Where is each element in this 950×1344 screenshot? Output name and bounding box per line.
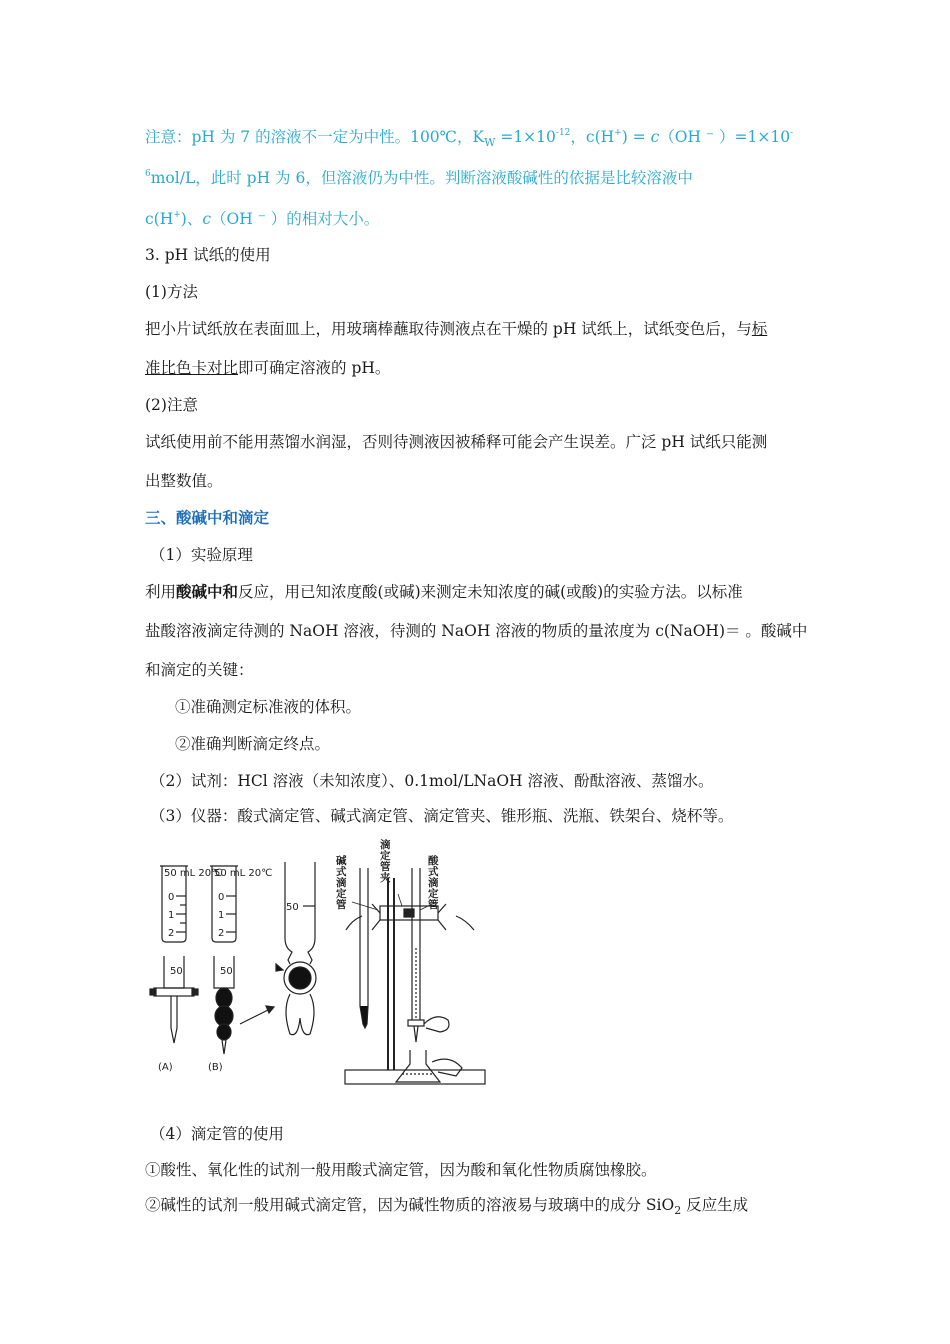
figure-label-a: (A) — [158, 1062, 173, 1073]
enlarged-tip — [276, 862, 316, 1035]
principle-line-2: 盐酸溶液滴定待测的 NaOH 溶液，待测的 NaOH 溶液的物质的量浓度为 c(NaOH)＝ 。酸碱中 — [145, 622, 808, 640]
exponent: - — [790, 128, 794, 138]
method-title: (1)方法 — [145, 283, 198, 301]
usage-title: （4）滴定管的使用 — [150, 1125, 284, 1143]
tick-label-50: 50 — [286, 902, 299, 913]
note-text: （OH ⁻ ）的相对大小。 — [211, 210, 380, 228]
exponent: + — [614, 128, 622, 138]
note-text: ，c(H — [570, 128, 615, 146]
note-line-3 — [145, 209, 379, 229]
method-text: 即可确定溶液的 pH。 — [238, 359, 391, 377]
arrow-head — [266, 1006, 274, 1013]
note-text: ) = — [621, 128, 651, 146]
method-text: 把小片试纸放在表面皿上，用玻璃棒蘸取待测液点在干燥的 pH 试纸上，试纸变色后，与 — [145, 320, 752, 338]
underlined-text: 准比色卡对比 — [145, 359, 239, 377]
note-line-2 — [145, 168, 693, 188]
tick-label: 2 — [218, 928, 225, 939]
method-line-1 — [145, 319, 767, 339]
instruments-line: （3）仪器：酸式滴定管、碱式滴定管、滴定管夹、锥形瓶、洗瓶、铁架台、烧杯等。 — [150, 807, 734, 825]
note-text: mol/L，此时 pH 为 6，但溶液仍为中性。判断溶液酸碱性的依据是比较溶液中 — [150, 169, 693, 187]
pinch-arrow — [276, 964, 283, 971]
underlined-text: 标 — [751, 320, 768, 338]
spec-text: 50 mL 20℃ — [214, 868, 273, 879]
method-line-2 — [145, 358, 390, 378]
figure-label-b: (B) — [208, 1062, 223, 1073]
label-base-burette: 碱式滴定管 — [336, 855, 347, 911]
tick-label: 2 — [168, 928, 175, 939]
italic-c: c — [650, 128, 660, 146]
note-text: 注意：pH 为 7 的溶液不一定为中性。100℃，K — [145, 128, 485, 146]
hand-stopcock — [424, 1017, 449, 1032]
italic-c: c — [202, 210, 212, 228]
label-acid-burette: 酸式滴定管 — [428, 855, 439, 911]
section-heading-titration: 三、酸碱中和滴定 — [145, 509, 270, 527]
note-body-line-2: 出整数值。 — [145, 472, 223, 490]
exponent: + — [173, 210, 181, 220]
principle-line-1 — [145, 582, 743, 602]
principle-title: （1）实验原理 — [150, 546, 253, 564]
tick-label: 1 — [168, 910, 175, 921]
principle-text: 反应，用已知浓度酸(或碱)来测定未知浓度的碱(或酸)的实验方法。以标准 — [238, 583, 743, 601]
usage-line-1: ①酸性、氧化性的试剂一般用酸式滴定管，因为酸和氧化性物质腐蚀橡胶。 — [145, 1161, 657, 1179]
principle-line-3: 和滴定的关键： — [145, 661, 254, 679]
bold-text: 酸碱中和 — [176, 582, 239, 601]
burette-illustration — [140, 838, 610, 1096]
exponent: -12 — [555, 128, 571, 138]
note-body-line-1: 试纸使用前不能用蒸馏水润湿，否则待测液因被稀释可能会产生误差。广泛 pH 试纸只能测 — [145, 433, 768, 451]
note-line-1 — [145, 127, 793, 147]
note-text: =1×10 — [495, 128, 556, 146]
label-clamp: 滴定管夹 — [380, 839, 391, 884]
note-text: （OH ⁻ ）=1×10 — [659, 128, 791, 146]
usage-line-2 — [145, 1195, 748, 1215]
section-title-ph-paper: 3. pH 试纸的使用 — [145, 246, 271, 264]
note-text: c(H — [145, 210, 174, 228]
subscript-2: 2 — [674, 1204, 682, 1217]
reagents-line: （2）试剂：HCl 溶液（未知浓度）、0.1mol/LNaOH 溶液、酚酞溶液、蒸馏水。 — [150, 772, 714, 790]
tick-label: 1 — [218, 910, 225, 921]
burette-b — [208, 866, 272, 1073]
key-point-1: ①准确测定标准液的体积。 — [175, 698, 362, 716]
hand-swirl — [432, 1059, 462, 1076]
usage-text: ②碱性的试剂一般用碱式滴定管，因为碱性物质的溶液易与玻璃中的成分 SiO — [145, 1196, 675, 1214]
spec-text: 50 mL 20℃ — [164, 868, 223, 879]
tick-label: 0 — [168, 892, 175, 903]
conical-flask — [396, 1050, 440, 1082]
key-point-2: ②准确判断滴定终点。 — [175, 735, 331, 753]
usage-text: 反应生成 — [681, 1196, 749, 1214]
principle-text: 利用 — [145, 583, 177, 601]
tick-label: 0 — [218, 892, 225, 903]
tick-label: 50 — [170, 966, 183, 977]
exponent: 6 — [145, 169, 151, 179]
note-title: (2)注意 — [145, 396, 198, 414]
tick-label: 50 — [220, 966, 233, 977]
note-text: )、 — [180, 210, 203, 228]
arrow-line — [240, 1008, 272, 1024]
kw-subscript: W — [484, 136, 496, 149]
burette-figure — [140, 838, 610, 1096]
glass-bead — [289, 967, 311, 989]
ring-stand — [336, 838, 485, 1084]
